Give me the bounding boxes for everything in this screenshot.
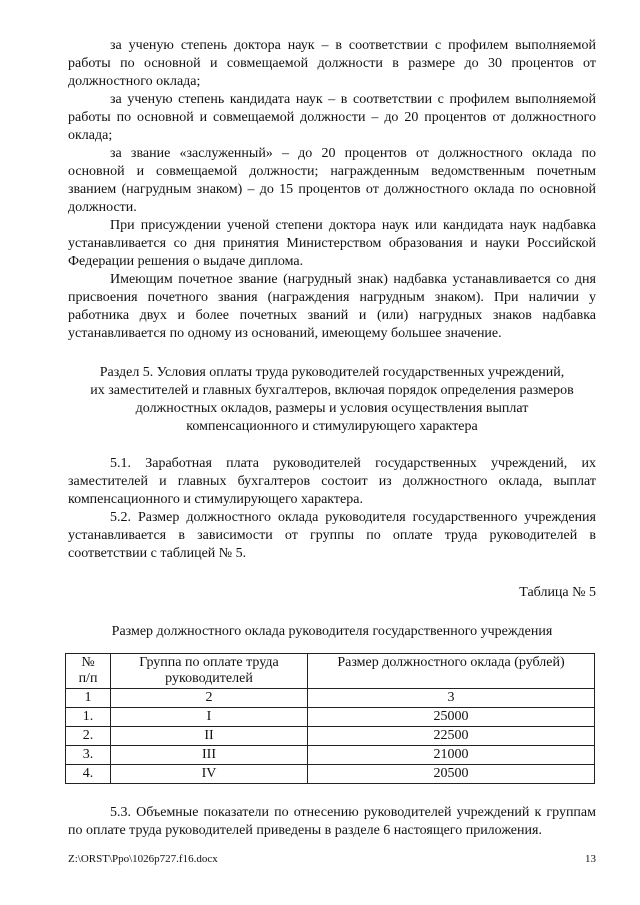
cell-group: I xyxy=(111,708,308,727)
paragraph-candidate-degree: за ученую степень кандидата наук – в соответствии с профилем выполняемой работы по основной и совмещаемой должности – до 20 процентов от должностного оклада; xyxy=(68,92,596,143)
section-5-heading xyxy=(68,364,596,436)
section-heading-line: их заместителей и главных бухгалтеров, включая порядок определения размеров xyxy=(90,383,574,398)
section-heading-line: Раздел 5. Условия оплаты труда руководителей государственных учреждений, xyxy=(99,365,565,380)
section-heading-line: должностных окладов, размеры и условия осуществления выплат xyxy=(135,401,529,416)
paragraph-5-1: 5.1. Заработная плата руководителей государственных учреждений, их заместителей и главных бухгалтеров состоит из должностного оклада, выплат компенсационного и стимулирующего характера. xyxy=(68,456,596,507)
cell-salary: 3 xyxy=(308,689,595,708)
cell-group: III xyxy=(111,746,308,765)
table-row xyxy=(66,765,595,784)
header-group xyxy=(111,654,308,689)
paragraph-honorary-badge: Имеющим почетное звание (нагрудный знак) надбавка устанавливается со дня присвоения почетного звания (награждения нагрудным знаком). При наличии у работника двух и более почетных званий и (или) нагрудных знаков надбавка устанавливается по одному из оснований, имеющему большее значение. xyxy=(68,272,596,341)
table-row xyxy=(66,689,595,708)
cell-salary: 20500 xyxy=(308,765,595,784)
paragraph-honorary-title: за звание «заслуженный» – до 20 процентов от должностного оклада по основной и совмещаемой должности; награжденным ведомственным почетным званием (нагрудным знаком) – до 15 процентов от должностного оклада по основной должности. xyxy=(68,146,596,215)
cell-group: 2 xyxy=(111,689,308,708)
table-row xyxy=(66,746,595,765)
paragraph-5-2: 5.2. Размер должностного оклада руководителя государственного учреждения устанавливается в зависимости от группы по оплате труда руководителей в соответствии с таблицей № 5. xyxy=(68,510,596,561)
page-number: 13 xyxy=(585,853,596,865)
cell-salary: 22500 xyxy=(308,727,595,746)
header-group-text: Группа по оплате труда руководителей xyxy=(139,655,279,686)
header-salary-text: Размер должностного оклада (рублей) xyxy=(337,655,565,670)
header-salary xyxy=(308,654,595,689)
cell-number: 1 xyxy=(66,689,111,708)
footer-file-path: Z:\ORST\Ppo\1026p727.f16.docx xyxy=(68,853,218,865)
cell-number: 4. xyxy=(66,765,111,784)
cell-group: IV xyxy=(111,765,308,784)
header-number xyxy=(66,654,111,689)
cell-number: 3. xyxy=(66,746,111,765)
table-label: Таблица № 5 xyxy=(519,585,596,600)
paragraph-5-3: 5.3. Объемные показатели по отнесению руководителей учреждений к группам по оплате труда руководителей приведены в разделе 6 настоящего приложения. xyxy=(68,805,596,838)
page-footer xyxy=(68,853,596,866)
table-title: Размер должностного оклада руководителя государственного учреждения xyxy=(111,624,553,639)
header-number-text: № п/п xyxy=(78,655,98,686)
section-heading-line: компенсационного и стимулирующего характера xyxy=(186,419,478,434)
cell-number: 2. xyxy=(66,727,111,746)
table-row xyxy=(66,708,595,727)
table-row xyxy=(66,727,595,746)
paragraph-doctor-degree: за ученую степень доктора наук – в соответствии с профилем выполняемой работы по основной и совмещаемой должности в размере до 30 процентов от должностного оклада; xyxy=(68,38,596,89)
paragraph-degree-award-date: При присуждении ученой степени доктора наук или кандидата наук надбавка устанавливается со дня принятия Министерством образования и науки Российской Федерации решения о выдаче диплома. xyxy=(68,218,596,269)
document-page xyxy=(68,37,596,840)
cell-number: 1. xyxy=(66,708,111,727)
cell-salary: 25000 xyxy=(308,708,595,727)
table-header-row xyxy=(66,654,595,689)
cell-salary: 21000 xyxy=(308,746,595,765)
cell-group: II xyxy=(111,727,308,746)
salary-table xyxy=(65,653,595,784)
